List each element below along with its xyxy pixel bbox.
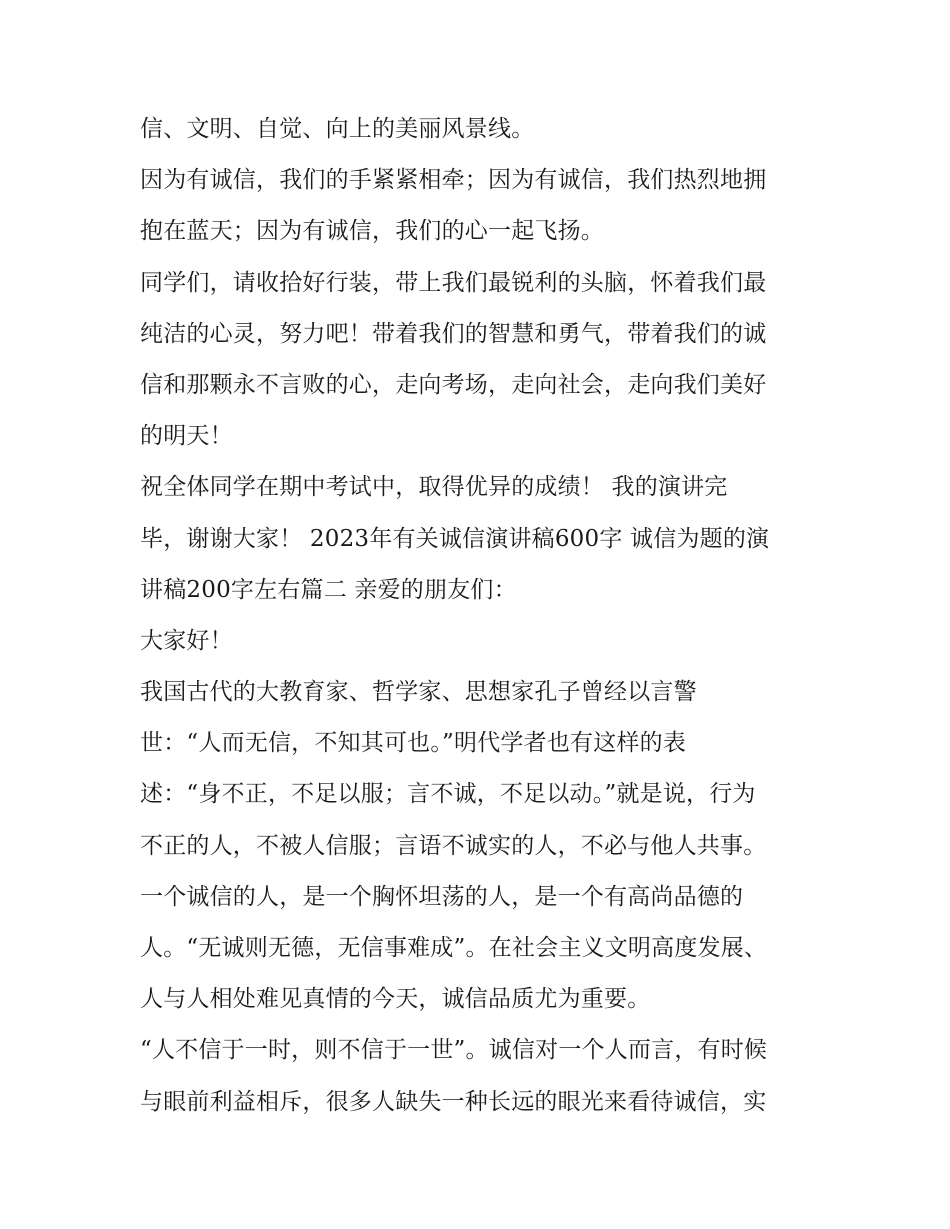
text-line: “人不信于一时，则不信于一世”。诚信对一个人而言，有时候 xyxy=(140,1037,768,1064)
text-line: 讲稿200字左右篇二 亲爱的朋友们： xyxy=(140,576,517,603)
document-page xyxy=(140,104,820,1128)
text-line: 人与人相处难见真情的今天，诚信品质尤为重要。 xyxy=(140,986,651,1013)
text-line: 大家好！ xyxy=(140,627,233,654)
text-line: 人。“无诚则无德，无信事难成”。在社会主义文明高度发展、 xyxy=(140,935,768,961)
text-line: 世：“人而无信，不知其可也。”明代学者也有这样的表 xyxy=(140,730,687,757)
text-line: 信和那颗永不言败的心，走向考场，走向社会，走向我们美好 xyxy=(140,371,767,398)
text-line: 述：“身不正，不足以服；言不诚，不足以动。”就是说，行为 xyxy=(140,781,756,808)
text-line: 的明天！ xyxy=(140,423,233,450)
text-line: 因为有诚信，我们的手紧紧相牵；因为有诚信，我们热烈地拥 xyxy=(140,167,767,194)
text-line: 我国古代的大教育家、哲学家、思想家孔子曾经以言警 xyxy=(140,679,697,706)
text-line: 一个诚信的人，是一个胸怀坦荡的人，是一个有高尚品德的 xyxy=(140,883,744,910)
text-line: 抱在蓝天；因为有诚信，我们的心一起飞扬。 xyxy=(140,218,604,245)
text-line: 同学们，请收拾好行装，带上我们最锐利的头脑，怀着我们最 xyxy=(140,269,767,296)
text-line: 毕，谢谢大家！ 2023年有关诚信演讲稿600字 诚信为题的演 xyxy=(140,525,770,552)
text-line: 与眼前利益相斥，很多人缺失一种长远的眼光来看待诚信，实 xyxy=(140,1088,767,1115)
text-line: 祝全体同学在期中考试中，取得优异的成绩！ 我的演讲完 xyxy=(140,474,728,501)
text-line: 不正的人，不被人信服；言语不诚实的人，不必与他人共事。 xyxy=(140,832,767,859)
text-line: 信、文明、自觉、向上的美丽风景线。 xyxy=(140,116,535,142)
text-line: 纯洁的心灵，努力吧！带着我们的智慧和勇气，带着我们的诚 xyxy=(140,320,767,347)
